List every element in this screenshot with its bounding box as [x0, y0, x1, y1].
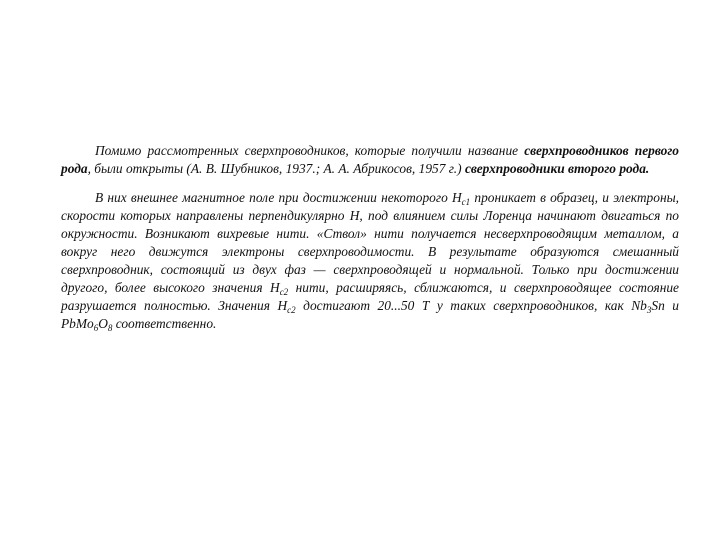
hc2-symbol-second: H [277, 298, 288, 313]
text-block [61, 142, 679, 333]
paragraph2-text-7: соответственно. [112, 316, 217, 331]
nb3sn-subscript: 3 [646, 305, 652, 315]
term-second-kind: сверхпроводники второго рода. [464, 161, 650, 176]
paragraph2-text-3: нити, расширяясь, сближаются, и сверхпроводящее состояние разрушается полностью. Значения [61, 280, 679, 313]
mo6-subscript: 6 [93, 323, 99, 333]
hc1-symbol: H [452, 190, 462, 205]
paragraph2-text-6: O [98, 316, 108, 331]
paragraph1-text-1: Помимо рассмотренных сверхпроводников, которые получили название [95, 143, 525, 158]
hc2-subscript-first: c2 [279, 287, 289, 297]
paragraph-mixed-state [61, 189, 679, 333]
paragraph-type-two-superconductors [61, 142, 679, 178]
paragraph2-text-2: проникает в образец, и электроны, скорости которых направлены перпендикулярно H, под влиянием силы Лоренца начинают двигаться по окружности. Возникают вихревые нити. «Ствол» нити получается несверхпроводящим металлом, а вокруг него движутся электроны сверхпроводимости. В результате образуются смешанный сверхпроводник, состоящий из двух фаз — сверхпроводящей и нормальной. Только при достижении другого, более высокого значения [61, 190, 679, 295]
hc2-subscript-second: c2 [287, 305, 296, 315]
paragraph2-text-5: Sn и PbMo [61, 298, 679, 331]
paragraph1-text-2: , были открыты (А. В. Шубников, 1937.; А. А. Абрикосов, 1957 г.) [87, 161, 465, 176]
o8-subscript: 8 [107, 323, 113, 333]
term-first-kind: сверхпроводников первого рода [61, 143, 679, 176]
hc2-symbol-first: H [270, 280, 280, 295]
hc1-subscript: c1 [461, 197, 471, 207]
paragraph2-text-4: достигают 20...50 Т у таких сверхпроводников, как Nb [295, 298, 647, 313]
paragraph2-text-1: В них внешнее магнитное поле при достижении некоторого [95, 190, 452, 205]
